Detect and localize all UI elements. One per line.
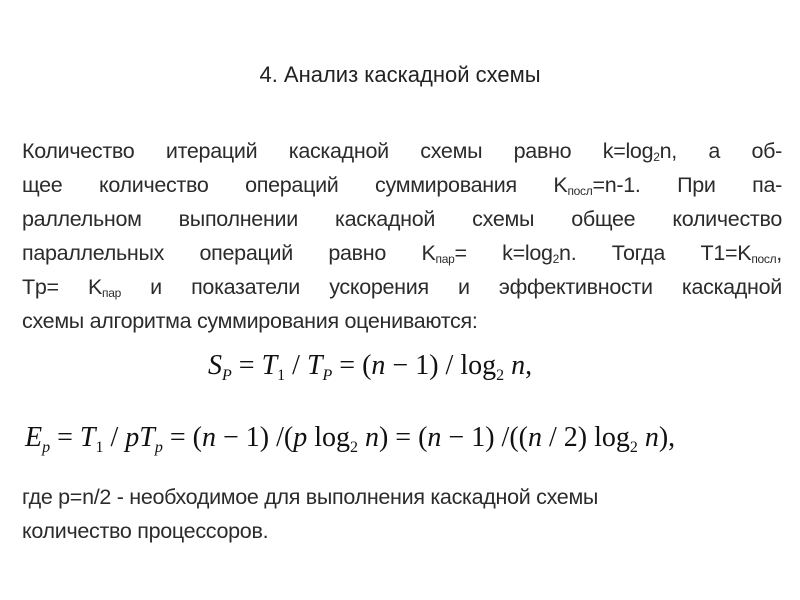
note-line-2: количество процессоров. [22, 519, 269, 543]
paragraph-line-1: Количество итераций каскадной схемы равно $k=\log_2n$, а об- [22, 139, 782, 164]
paragraph-line-3: раллельном выполнении каскадной схемы общее количество [22, 207, 782, 231]
speedup-formula: $S_P = T_1 / T_P = (n - 1) / \log_2 n$, [208, 350, 533, 384]
paragraph-line-4: параллельных операций равно $K_{пар}= k=\log_2n$. Тогда $T1=K_{посл}$, [22, 241, 782, 266]
slide-title: 4. Анализ каскадной схемы [259, 62, 541, 87]
body-paragraph [22, 134, 782, 338]
paragraph-line-5: $Tp= K_{пар}$ и показатели ускорения и эффективности каскадной [22, 275, 782, 300]
paragraph-line-6: схемы алгоритма суммирования оцениваются: [22, 309, 478, 333]
note-line-1: где p=n/2 - необходимое для выполнения каскадной схемы [22, 485, 599, 509]
processor-count-note [22, 480, 782, 548]
efficiency-formula: $E_p = T_1 / pT_p = (n - 1)$ /(p $\log_2 n) = (n - 1)$ /((n / 2) $\log_2 n$), [25, 422, 676, 456]
paragraph-line-2: щее количество операций суммирования $K_{посл}=n-1$. При па- [22, 173, 782, 198]
